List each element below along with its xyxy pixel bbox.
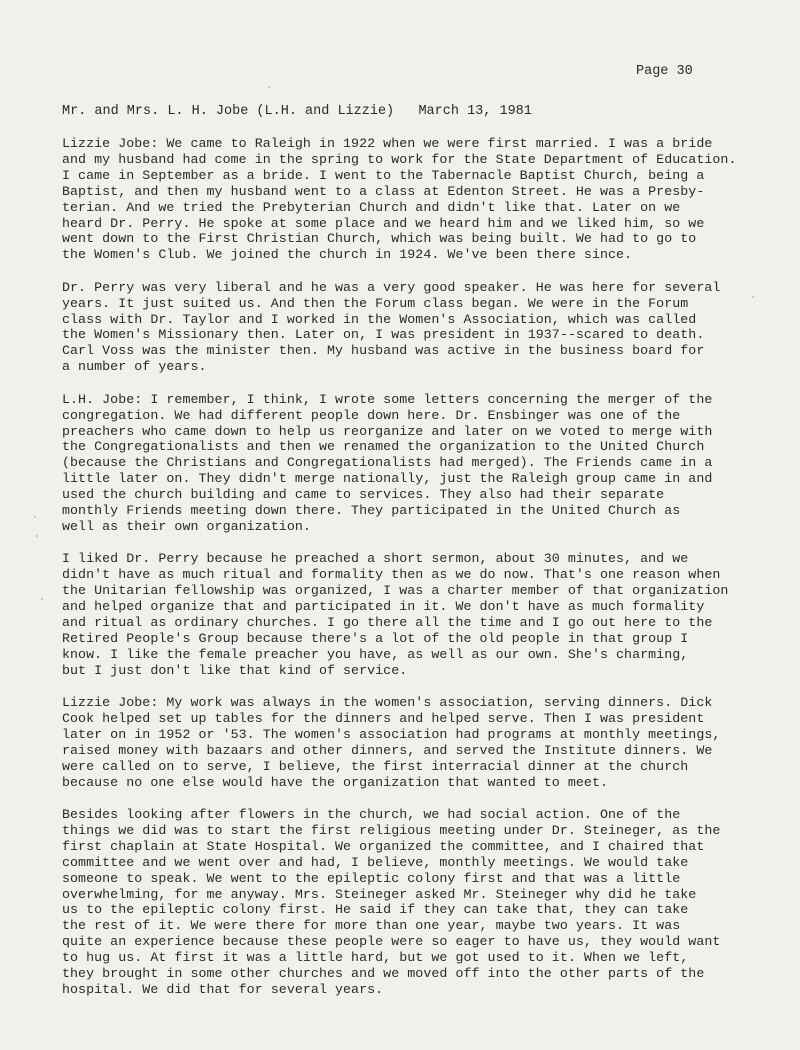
text-line: didn't have as much ritual and formality then as we do now. That's one reason when [62,567,721,583]
text-line: things we did was to start the first religious meeting under Dr. Steineger, as the [62,822,721,838]
paragraph [62,392,792,535]
paragraph [62,280,792,375]
paper-speck [752,296,754,298]
text-line: preachers who came down to help us reorganize and later on we voted to merge with [62,423,713,439]
text-line: someone to speak. We went to the epileptic colony first and that was a little [62,870,681,886]
text-line: years. It just suited us. And then the Forum class began. We were in the Forum [62,295,689,311]
text-line: the Women's Missionary then. Later on, I was president in 1937--scared to death. [62,327,705,343]
paragraph [62,807,792,998]
text-line: terian. And we tried the Prebyterian Church and didn't like that. Later on we [62,199,681,215]
text-line: little later on. They didn't merge nationally, just the Raleigh group came in and [62,471,713,487]
text-line: Retired People's Group because there's a lot of the old people in that group I [62,630,689,646]
text-line: the Women's Club. We joined the church in 1924. We've been there since. [62,247,633,263]
text-line: and my husband had come in the spring to work for the State Department of Education. [62,151,737,167]
text-line: Carl Voss was the minister then. My husband was active in the business board for [62,343,705,359]
text-line: to hug us. At first it was a little hard, but we got used to it. When we left, [62,950,689,966]
text-line: because no one else would have the organization that wanted to meet. [62,774,609,790]
text-line: Baptist, and then my husband went to a class at Edenton Street. He was a Presby- [62,183,705,199]
paper-speck [41,598,43,600]
text-line: and helped organize that and participated in it. We don't have as much formality [62,599,705,615]
text-line: hospital. We did that for several years. [62,982,384,997]
paper-speck [268,86,270,88]
text-line: used the church building and came to services. They also had their separate [62,487,665,503]
paragraph [62,551,792,678]
text-line: the rest of it. We were there for more than one year, maybe two years. It was [62,918,681,934]
text-line: quite an experience because these people were so eager to have us, they would want [62,934,721,950]
paper-speck [34,516,36,518]
text-line: were called on to serve, I believe, the first interracial dinner at the church [62,758,689,774]
paragraph [62,695,792,790]
text-line: but I just don't like that kind of service. [62,662,408,678]
text-line: class with Dr. Taylor and I worked in the Women's Association, which was called [62,311,697,327]
text-line: monthly Friends meeting down there. They participated in the United Church as [62,503,681,519]
interview-heading: Mr. and Mrs. L. H. Jobe (L.H. and Lizzie) March 13, 1981 [62,104,532,119]
text-line: Besides looking after flowers in the church, we had social action. One of the [62,807,681,823]
text-line: Lizzie Jobe: We came to Raleigh in 1922 when we were first married. I was a bride [62,136,713,151]
text-line: know. I like the female preacher you have, as well as our own. She's charming, [62,646,689,662]
text-line: a number of years. [62,359,207,375]
text-line: well as their own organization. [62,518,311,534]
text-line: and ritual as ordinary churches. I go there all the time and I go out here to the [62,614,713,630]
text-line: later on in 1952 or '53. The women's association had programs at monthly meetings, [62,726,721,742]
text-line: first chaplain at State Hospital. We organized the committee, and I chaired that [62,838,705,854]
text-line: I liked Dr. Perry because he preached a short sermon, about 30 minutes, and we [62,551,689,567]
paragraph [62,136,792,263]
text-line: I came in September as a bride. I went to the Tabernacle Baptist Church, being a [62,167,705,183]
text-line: us to the epileptic colony first. He said if they can take that, they can take [62,902,689,918]
text-line: the Congregationalists and then we renamed the organization to the United Church [62,439,705,455]
text-line: heard Dr. Perry. He spoke at some place and we heard him and we liked him, so we [62,215,705,231]
text-line: Cook helped set up tables for the dinners and helped serve. Then I was president [62,711,705,726]
text-line: committee and we went over and had, I believe, monthly meetings. We would take [62,854,689,870]
text-line: Lizzie Jobe: My work was always in the women's association, serving dinners. Dick [62,695,713,711]
text-line: (because the Christians and Congregationalists had merged). The Friends came in a [62,455,713,471]
text-line: went down to the First Christian Church, which was being built. We had to go to [62,231,697,247]
text-line: overwhelming, for me anyway. Mrs. Steineger asked Mr. Steineger why did he take [62,886,697,902]
text-line: the Unitarian fellowship was organized, I was a charter member of that organization [62,583,729,599]
paper-speck [36,535,38,537]
text-line: raised money with bazaars and other dinners, and served the Institute dinners. We [62,742,713,758]
text-line: congregation. We had different people down here. Dr. Ensbinger was one of the [62,407,681,423]
text-line: they brought in some other churches and we moved off into the other parts of the [62,966,705,982]
text-line: L.H. Jobe: I remember, I think, I wrote some letters concerning the merger of the [62,391,713,407]
text-line: Dr. Perry was very liberal and he was a very good speaker. He was here for several [62,279,721,295]
page-number: Page 30 [636,64,693,79]
document-body [62,136,792,1014]
